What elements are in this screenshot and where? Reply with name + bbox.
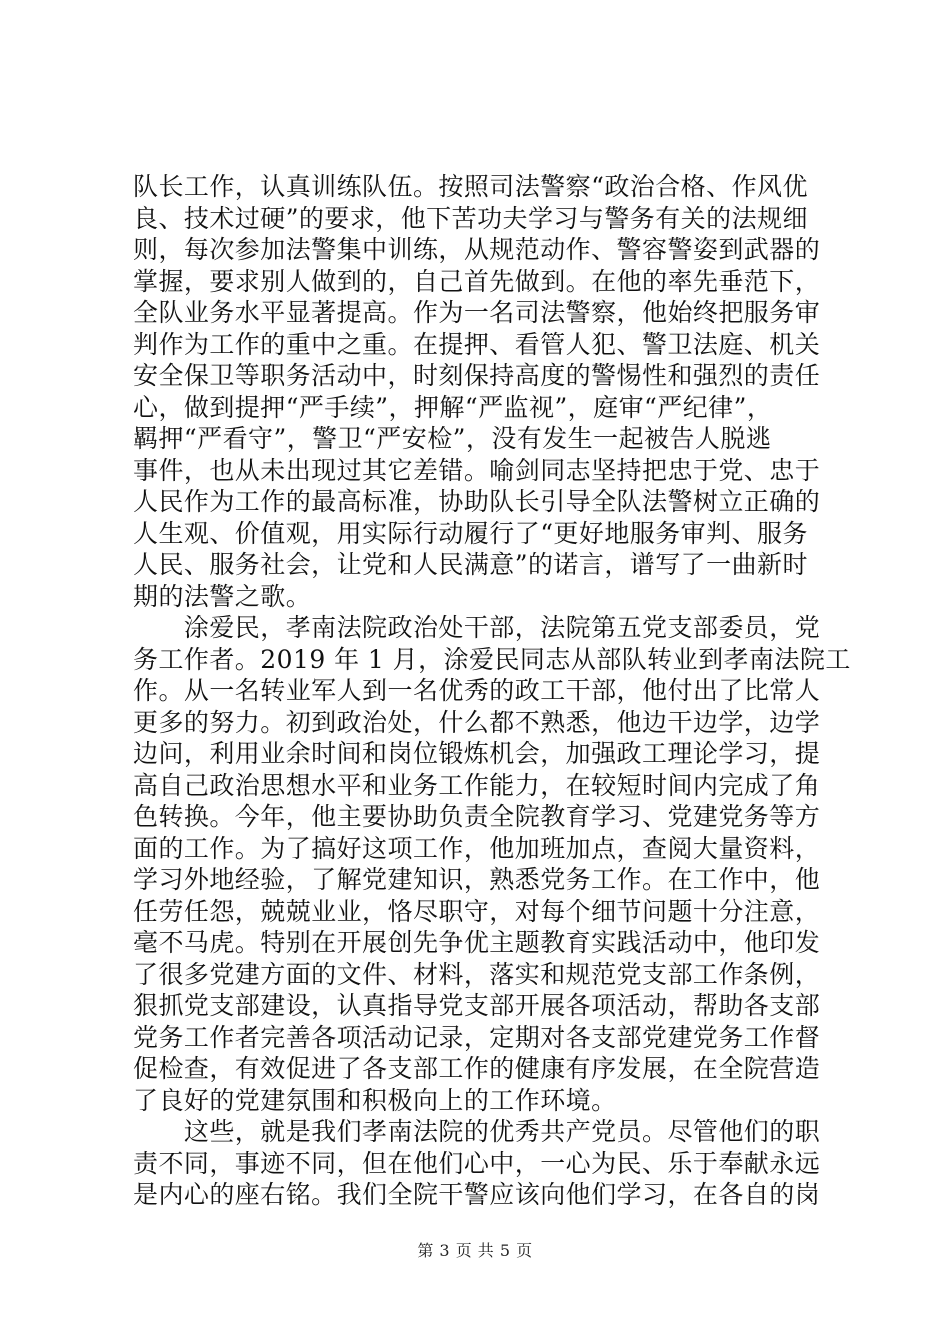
text-line: 责不同，事迹不同，但在他们心中，一心为民、乐于奉献永远 [133,1148,821,1178]
text-line: 这些，就是我们孝南法院的优秀共产党员。尽管他们的职 [133,1117,821,1146]
text-line: 党务工作者完善各项活动记录，定期对各支部党建党务工作督 [133,1022,821,1052]
text-line: 期的法警之歌。 [133,581,312,611]
text-line: 心，做到提押“严手续”，押解“严监视”，庭审“严纪律”， [133,392,773,422]
text-line: 掌握，要求别人做到的，自己首先做到。在他的率先垂范下， [133,266,821,296]
text-line: 作。从一名转业军人到一名优秀的政工干部，他付出了比常人 [133,676,821,705]
text-line: 毫不马虎。特别在开展创先争优主题教育实践活动中，他印发 [133,928,821,957]
text-line: 高自己政治思想水平和业务工作能力，在较短时间内完成了角 [133,770,821,800]
text-line: 任劳任怨，兢兢业业，恪尽职守，对每个细节问题十分注意， [133,896,821,926]
page-footer: 第 3 页 共 5 页 [417,1241,533,1260]
text-line: 边问，利用业余时间和岗位锻炼机会，加强政工理论学习，提 [133,739,821,768]
text-line: 了很多党建方面的文件、材料，落实和规范党支部工作条例， [133,959,821,989]
text-line: 则，每次参加法警集中训练，从规范动作、警容警姿到武器的 [133,235,821,264]
text-line: 队长工作，认真训练队伍。按照司法警察“政治合格、作风优 [133,172,808,201]
text-line: 良、技术过硬”的要求，他下苦功夫学习与警务有关的法规细 [133,203,808,233]
text-line: 全队业务水平显著提高。作为一名司法警察，他始终把服务审 [133,298,821,327]
text-line: 安全保卫等职务活动中，时刻保持高度的警惕性和强烈的责任 [133,361,821,390]
text-line: 人民作为工作的最高标准，协助队长引导全队法警树立正确的 [133,487,821,516]
text-line: 促检查，有效促进了各支部工作的健康有序发展，在全院营造 [133,1054,821,1083]
text-line: 面的工作。为了搞好这项工作，他加班加点，查阅大量资料， [133,833,821,863]
text-line: 事件，也从未出现过其它差错。喻剑同志坚持把忠于党、忠于 [133,455,821,485]
text-line: 羁押“严看守”，警卫“严安检”，没有发生一起被告人脱逃 [133,424,772,453]
body-text [133,171,851,1211]
text-line: 了良好的党建氛围和积极向上的工作环境。 [133,1085,617,1115]
text-line: 学习外地经验，了解党建知识，熟悉党务工作。在工作中，他 [133,865,821,894]
text-line: 涂爱民，孝南法院政治处干部，法院第五党支部委员，党 [133,613,821,642]
text-line: 人生观、价值观，用实际行动履行了“更好地服务审判、服务 [133,518,808,548]
text-line: 判作为工作的重中之重。在提押、看管人犯、警卫法庭、机关 [133,329,821,359]
text-line: 是内心的座右铭。我们全院干警应该向他们学习，在各自的岗 [133,1180,821,1209]
text-line: 更多的努力。初到政治处，什么都不熟悉，他边干边学，边学 [133,707,821,737]
text-line: 人民、服务社会，让党和人民满意”的诺言，谱写了一曲新时 [133,550,808,579]
text-line: 务工作者。2019 年 1 月，涂爱民同志从部队转业到孝南法院工 [133,644,851,674]
text-line: 色转换。今年，他主要协助负责全院教育学习、党建党务等方 [133,802,821,831]
text-line: 狠抓党支部建设，认真指导党支部开展各项活动，帮助各支部 [133,991,821,1020]
